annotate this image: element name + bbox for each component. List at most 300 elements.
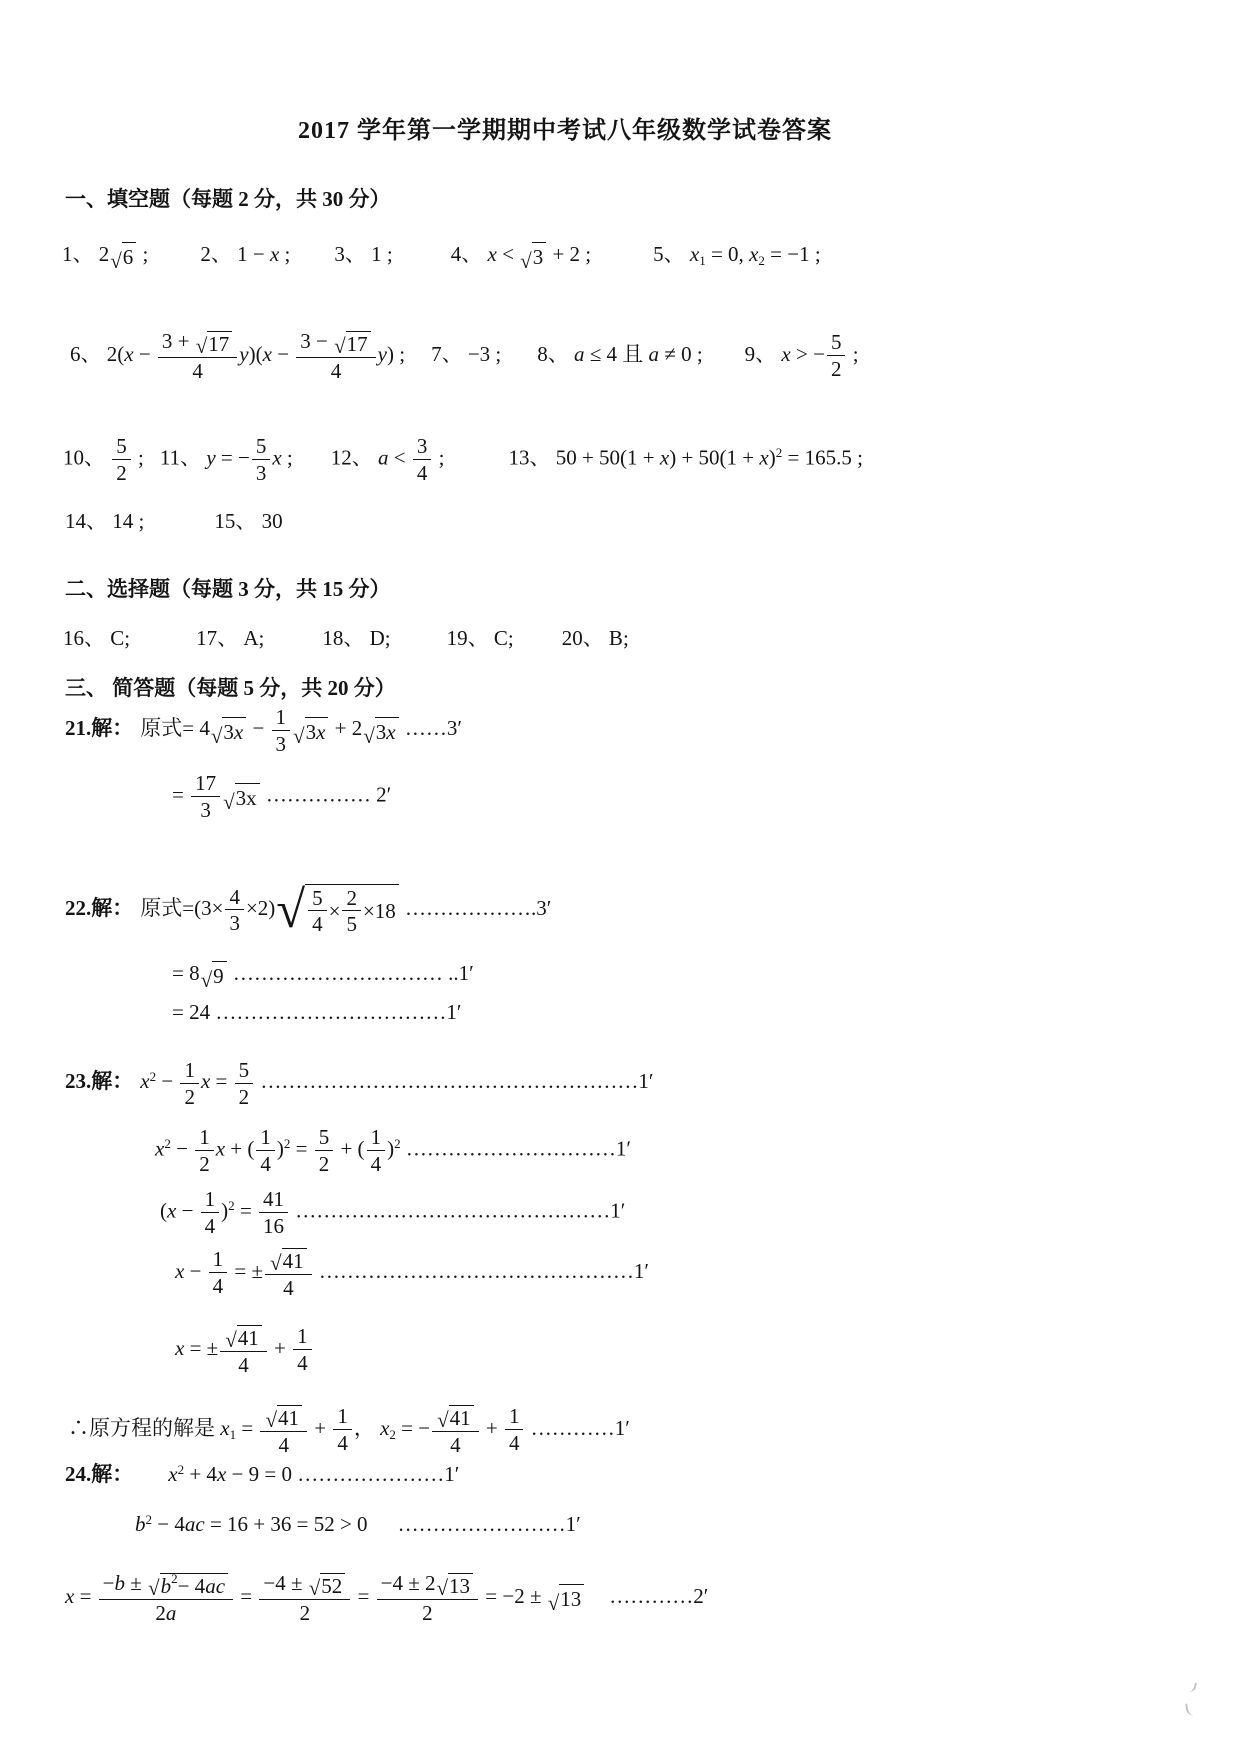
fraction: [256, 1126, 275, 1175]
fraction-numerator: [272, 706, 291, 730]
math-text: =: [290, 1136, 313, 1161]
fraction-numerator: [191, 772, 220, 796]
math-variable: y: [377, 341, 387, 366]
square-root: [276, 881, 399, 939]
fraction-numerator: [99, 1572, 233, 1599]
math-text: <: [496, 242, 520, 266]
math-text: 1: [260, 1125, 271, 1149]
math-text: +: [480, 1415, 503, 1440]
math-text: 2: [164, 1136, 171, 1152]
math-variable: x: [272, 445, 282, 470]
math-text: + 2: [329, 716, 363, 741]
math-text: 4: [297, 1351, 308, 1376]
math-text: + 2 ;: [547, 242, 592, 266]
fraction-denominator: [220, 1351, 267, 1377]
radical-sign-icon: √: [200, 968, 213, 993]
math-text: ): [387, 1136, 395, 1161]
q23-solution-line-2: [155, 1126, 631, 1175]
math-text: 4: [312, 912, 323, 937]
fraction-numerator: [413, 435, 432, 459]
q21-math-1: [140, 705, 462, 756]
math-text: 4: [278, 1432, 289, 1457]
math-text: + (: [335, 1136, 365, 1161]
math-text: 1: [699, 252, 706, 268]
radicand: [375, 717, 399, 745]
math-text: 5: [255, 434, 267, 458]
fraction-numerator: [827, 331, 846, 355]
math-text: 9、: [744, 341, 782, 366]
fraction: [367, 1126, 386, 1175]
q23-solution-line-5: [175, 1324, 314, 1376]
fraction-denominator: [342, 910, 361, 936]
math-text: 2: [422, 1600, 433, 1625]
choice-answers-row: [63, 625, 629, 651]
math-text: 18、 D;: [322, 626, 391, 650]
fraction-denominator: [112, 459, 131, 485]
math-text: ;: [847, 341, 859, 366]
page-title: 2017 学年第一学期期中考试八年级数学试卷答案: [298, 118, 832, 144]
math-text: 3: [532, 245, 544, 270]
math-text: 4: [229, 884, 240, 909]
math-text: +: [268, 1335, 292, 1360]
math-text: = −2 ±: [480, 1583, 547, 1608]
math-text: ) + 50(1 +: [669, 445, 760, 470]
square-root: [148, 1571, 228, 1601]
math-text: 3、 1 ;: [334, 242, 393, 266]
math-text: 19、 C;: [446, 626, 514, 650]
superscript: [284, 1136, 291, 1151]
fraction-numerator: [432, 1404, 479, 1431]
math-text: 4: [416, 460, 428, 485]
q21-solution-line-1: [65, 706, 462, 755]
q22-solution-line-2: [172, 960, 474, 993]
fraction-numerator: [505, 1405, 524, 1429]
math-text: −: [271, 341, 295, 366]
fraction-numerator: [293, 1325, 312, 1349]
math-text: 2: [238, 1084, 250, 1109]
fraction: [259, 1188, 288, 1237]
math-text: 13: [449, 1573, 471, 1598]
math-text: ;: [279, 242, 291, 266]
math-text: 4: [212, 1274, 224, 1299]
math-text: 2: [299, 1600, 311, 1625]
math-text: ……3′: [399, 716, 462, 741]
math-text: − 4: [152, 1512, 185, 1536]
math-variable: x: [216, 1462, 227, 1486]
math-text: =: [236, 1415, 259, 1440]
math-variable: x: [168, 1462, 178, 1486]
fraction-numerator: [112, 435, 131, 459]
square-root: [110, 242, 136, 274]
fraction: [180, 1059, 199, 1108]
fraction-denominator: [827, 355, 846, 381]
math-text: 41: [263, 1187, 285, 1211]
math-text: 5: [312, 885, 323, 910]
math-text: 5: [318, 1125, 330, 1149]
math-variable: x: [233, 719, 244, 744]
math-variable: x: [659, 445, 670, 470]
math-text: 2: [149, 1069, 157, 1085]
math-text: = ±: [184, 1335, 219, 1360]
math-variable: x: [386, 719, 396, 744]
fraction: [235, 1059, 254, 1108]
math-text: ;: [132, 445, 144, 470]
math-text: + 4: [184, 1462, 217, 1486]
math-text: =: [235, 1583, 258, 1608]
radicand: [532, 242, 547, 270]
math-variable: x: [140, 1069, 150, 1094]
math-text: 2: [318, 1151, 330, 1176]
square-root: [436, 1573, 473, 1601]
math-text: 1: [212, 1247, 224, 1272]
math-text: 4: [370, 1151, 382, 1176]
math-text: =: [74, 1583, 97, 1608]
radical-sign-icon: √: [436, 1576, 449, 1601]
fraction-numerator: [180, 1059, 199, 1083]
math-text: =: [352, 1583, 375, 1608]
fraction: [195, 1126, 214, 1175]
math-text: 3: [223, 719, 234, 744]
math-text: 4: [204, 1213, 216, 1238]
q22-solution-line-3: [172, 999, 461, 1025]
radical-sign-icon: √: [520, 249, 532, 274]
math-text: 16、 C;: [63, 626, 131, 650]
fraction-numerator: [342, 887, 361, 911]
math-text: +: [308, 1415, 332, 1440]
radical-sign-icon: √: [437, 1408, 449, 1433]
fraction-denominator: [201, 1212, 220, 1238]
square-root: [363, 717, 398, 748]
math-variable: y: [206, 445, 216, 470]
superscript: [150, 1069, 157, 1084]
radical-sign-icon: √: [293, 723, 305, 748]
fraction-denominator: [315, 1150, 334, 1176]
superscript: [228, 1198, 235, 1213]
radical-sign-icon: √: [308, 1576, 321, 1601]
math-text: 3: [416, 434, 428, 458]
math-text: 20、 B;: [561, 626, 629, 650]
radical-sign-icon: √: [547, 1591, 560, 1615]
math-text: 1: [508, 1404, 520, 1429]
q22-math-1: [140, 881, 552, 939]
math-text: 14、 14 ;: [65, 509, 145, 533]
fraction: [265, 1247, 312, 1299]
fraction-denominator: [413, 459, 432, 485]
math-variable: x: [487, 242, 497, 266]
square-root: [270, 1248, 307, 1276]
section-fill-in-heading: 一、填空题（每题 2 分，共 30 分）: [65, 187, 391, 211]
fraction-denominator: [225, 909, 244, 935]
math-text: 41: [237, 1325, 259, 1350]
math-text: 1: [297, 1324, 308, 1349]
math-variable: a: [165, 1600, 177, 1625]
subscript: [699, 253, 706, 268]
fraction: [201, 1188, 220, 1237]
q22-label: 22.解：: [65, 896, 134, 921]
math-text: 17: [195, 771, 217, 795]
math-text: −: [156, 1069, 179, 1094]
math-text: ∴原方程的解是: [68, 1415, 221, 1440]
math-text: ………………………………………1′: [313, 1258, 649, 1283]
math-text: 4: [508, 1431, 520, 1456]
math-text: −: [184, 1258, 207, 1283]
fraction-denominator: [377, 1599, 478, 1625]
fraction-denominator: [99, 1599, 233, 1625]
superscript: [146, 1512, 153, 1527]
math-text: (: [160, 1198, 167, 1223]
math-text: ×18: [362, 899, 396, 924]
math-text: ………………………… ..1′: [227, 961, 474, 985]
fraction-denominator: [180, 1083, 199, 1109]
math-text: −: [170, 1136, 194, 1161]
q23-conclusion-line: [68, 1404, 630, 1456]
math-variable: x: [200, 1069, 211, 1094]
math-text: <: [388, 445, 411, 470]
superscript: [164, 1136, 171, 1151]
math-text: 6、 2(: [70, 341, 125, 366]
math-text: 16: [263, 1213, 285, 1238]
math-text: 原式= 4: [140, 716, 210, 741]
square-root: [308, 1573, 346, 1601]
math-variable: x: [316, 719, 326, 744]
math-variable: a: [378, 445, 389, 470]
fraction: [191, 772, 220, 821]
fraction: [296, 330, 375, 382]
square-root: [334, 331, 371, 359]
math-text: 2: [283, 1136, 291, 1152]
fraction: [293, 1325, 312, 1374]
fraction-numerator: [296, 330, 375, 357]
math-text: ): [768, 445, 776, 470]
q23-math-1: [140, 1058, 654, 1109]
math-text: = ±: [229, 1258, 264, 1283]
fraction-numerator: [220, 1324, 267, 1351]
fraction-denominator: [260, 1431, 307, 1457]
radicand: [222, 717, 246, 745]
math-text: 17、 A;: [196, 626, 265, 650]
radicand: [235, 783, 260, 811]
radicand: [305, 884, 399, 937]
math-text: ×2): [245, 896, 276, 921]
fill-answers-row-4: [65, 508, 283, 534]
math-text: ………………………………………1′: [290, 1198, 626, 1223]
math-variable: a: [574, 341, 585, 366]
fraction-denominator: [367, 1150, 386, 1176]
fraction: [315, 1126, 334, 1175]
math-variable: a: [648, 341, 660, 366]
square-root: [200, 961, 227, 993]
math-text: 5: [238, 1058, 250, 1082]
math-text: 1: [370, 1125, 382, 1149]
math-text: 41: [449, 1405, 471, 1430]
math-text: − 4: [177, 1573, 206, 1598]
fraction: [342, 887, 361, 936]
math-text: ……………………1′: [397, 1512, 581, 1536]
math-text: = −: [215, 445, 250, 470]
fraction-numerator: [195, 1126, 214, 1150]
math-text: = 165.5 ;: [782, 445, 863, 470]
radicand: [207, 331, 232, 356]
math-variable: ac: [205, 1573, 226, 1598]
math-text: 2: [228, 1198, 235, 1214]
fraction-numerator: [158, 330, 237, 357]
q23-solution-line-4: [175, 1247, 649, 1299]
math-variable: y: [239, 341, 249, 366]
radical-sign-icon: √: [363, 723, 375, 748]
superscript: [178, 1462, 185, 1477]
math-text: ;: [137, 242, 149, 266]
math-text: ×: [328, 899, 341, 924]
math-text: 2: [758, 252, 765, 268]
math-text: )(: [248, 341, 263, 366]
fraction-denominator: [195, 1150, 214, 1176]
fraction: [252, 435, 271, 484]
math-text: 2: [389, 1426, 396, 1442]
radicand: [346, 331, 371, 356]
math-variable: x: [781, 341, 791, 366]
math-text: 4: [238, 1352, 249, 1377]
radical-sign-icon: √: [265, 1408, 277, 1433]
math-text: −: [247, 716, 270, 741]
radicand: [559, 1584, 584, 1612]
math-text: 5: [116, 434, 127, 458]
fraction-denominator: [209, 1272, 228, 1298]
square-root: [547, 1584, 585, 1615]
math-text: −4 ±: [263, 1571, 308, 1595]
square-root: [225, 1325, 262, 1353]
math-text: 3: [200, 797, 211, 822]
radicand: [448, 1573, 473, 1598]
fraction-numerator: [377, 1572, 478, 1599]
math-text: 2: [155, 1600, 166, 1625]
math-text: = 0,: [705, 242, 750, 266]
math-text: 2: [775, 445, 783, 461]
math-variable: x: [220, 1415, 230, 1440]
math-text: − 9 = 0 …………………1′: [226, 1462, 460, 1486]
radicand: [449, 1405, 474, 1430]
math-text: …………1′: [525, 1415, 630, 1440]
fraction-numerator: [259, 1188, 288, 1212]
math-text: 13、 50 + 50(1 +: [508, 445, 660, 470]
math-text: = 8: [172, 961, 200, 985]
fraction: [432, 1404, 479, 1456]
fraction-denominator: [308, 910, 327, 936]
math-variable: x: [749, 242, 759, 266]
math-variable: x: [689, 242, 700, 266]
math-text: =: [234, 1198, 258, 1223]
superscript: [394, 1136, 401, 1151]
fraction: [377, 1572, 478, 1624]
subscript: [230, 1427, 237, 1442]
math-variable: b: [160, 1573, 172, 1598]
fraction-denominator: [296, 357, 375, 383]
q21-solution-line-2: [172, 772, 391, 821]
math-text: 4、: [450, 242, 488, 266]
q22-solution-line-1: [65, 881, 552, 939]
math-text: 2: [171, 1571, 178, 1586]
math-text: 15、 30: [214, 509, 283, 533]
math-variable: x: [380, 1415, 390, 1440]
fraction-numerator: [265, 1247, 312, 1274]
math-text: 2: [830, 357, 842, 382]
fraction-numerator: [308, 887, 327, 911]
math-text: 3: [375, 719, 387, 744]
math-text: 原式=(3×: [140, 896, 224, 921]
math-text: 17: [346, 331, 368, 356]
radical-sign-icon: √: [225, 1328, 237, 1353]
fraction-denominator: [191, 796, 220, 822]
fraction: [260, 1404, 307, 1456]
radicand: [282, 1248, 307, 1273]
math-text: 4: [283, 1275, 294, 1300]
square-root: [195, 331, 233, 359]
fraction-denominator: [432, 1431, 479, 1457]
math-text: 1: [337, 1404, 348, 1429]
q21-label: 21.解：: [65, 716, 134, 741]
math-variable: x: [175, 1335, 185, 1360]
math-text: ±: [125, 1571, 148, 1595]
math-text: ，: [353, 1415, 381, 1440]
math-text: −: [133, 341, 156, 366]
math-text: 2: [394, 1136, 401, 1152]
fraction-denominator: [333, 1429, 352, 1455]
math-text: 41: [277, 1405, 299, 1430]
math-variable: x: [759, 445, 769, 470]
q24-solution-line-1: [65, 1461, 459, 1487]
math-text: = 16 + 36 = 52 > 0: [204, 1512, 368, 1536]
math-variable: x: [175, 1258, 185, 1283]
math-text: =: [172, 782, 190, 807]
math-text: > −: [790, 341, 825, 366]
math-text: = −: [395, 1415, 431, 1440]
q24-math-1: [140, 1462, 459, 1486]
fraction: [225, 886, 244, 935]
fraction-denominator: [252, 459, 271, 485]
fraction-denominator: [158, 357, 237, 383]
fraction-numerator: [333, 1405, 352, 1429]
math-text: = 24 ……………………………1′: [172, 1000, 462, 1024]
math-text: 2: [116, 460, 127, 485]
math-text: 2: [177, 1461, 185, 1477]
math-text: 3 +: [161, 329, 195, 353]
superscript: [776, 445, 783, 460]
fraction-numerator: [256, 1126, 275, 1150]
math-text: 7、 −3 ;: [431, 341, 502, 366]
radicand: [160, 1573, 228, 1598]
fraction-denominator: [259, 1599, 350, 1625]
math-text: = −1 ;: [764, 242, 821, 266]
math-text: …………… 2′: [260, 782, 392, 807]
math-text: + (: [225, 1136, 255, 1161]
math-text: 10、: [63, 445, 111, 470]
fraction: [308, 887, 327, 936]
q24-solution-line-3: [65, 1572, 708, 1624]
fraction: [333, 1405, 352, 1454]
math-text: −: [102, 1571, 115, 1595]
square-root: [293, 717, 328, 748]
math-text: 2: [145, 1511, 153, 1527]
math-text: 3: [305, 719, 317, 744]
square-root: [210, 717, 246, 748]
q23-solution-line-3: [160, 1188, 625, 1237]
q23-label: 23.解：: [65, 1069, 134, 1094]
math-text: ≤ 4 且: [584, 341, 649, 366]
radical-sign-icon: √: [270, 1251, 282, 1276]
fraction: [99, 1572, 233, 1624]
fraction-numerator: [367, 1126, 386, 1150]
math-text: −4 ± 2: [380, 1571, 436, 1595]
radicand: [212, 961, 227, 989]
